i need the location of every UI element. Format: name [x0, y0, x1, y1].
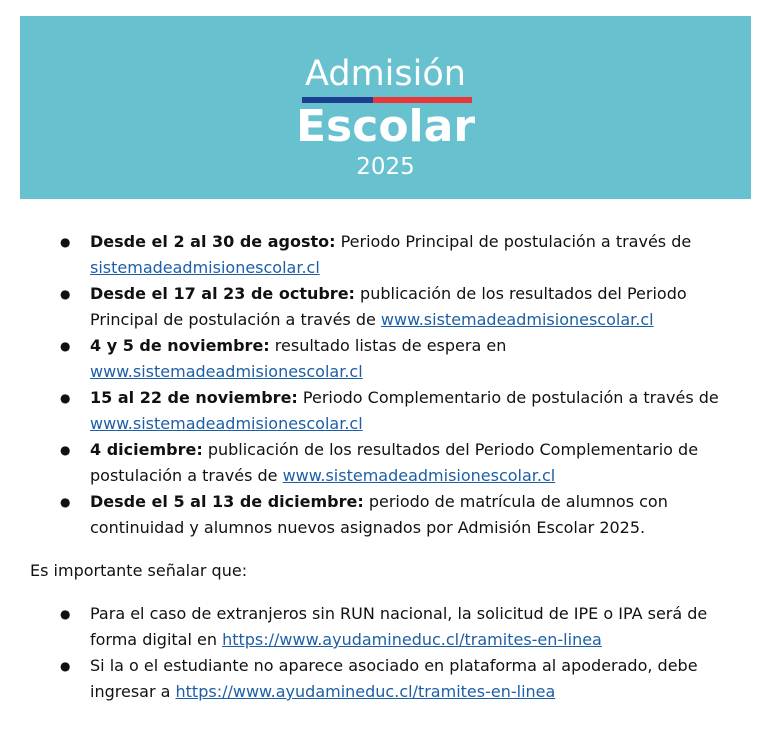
logo-line-escolar: Escolar [295, 101, 476, 152]
date-label: Desde el 2 al 30 de agosto: [90, 232, 336, 251]
date-label: Desde el 17 al 23 de octubre: [90, 284, 355, 303]
bullet-icon: ● [60, 607, 71, 621]
note-text: Si la o el estudiante no aparece asociado en plataforma al apoderado, debe ingresar a [90, 656, 698, 701]
date-text: resultado listas de espera en [269, 336, 507, 355]
date-text: publicación de los resultados del Periodo Complementario de postulación a través de [90, 440, 699, 485]
bullet-icon: ● [60, 391, 71, 405]
bullet-icon: ● [60, 495, 71, 509]
date-link[interactable]: www.sistemadeadmisionescolar.cl [90, 414, 363, 433]
date-link[interactable]: www.sistemadeadmisionescolar.cl [380, 310, 654, 329]
logo-year: 2025 [356, 154, 415, 180]
intro-paragraph: Es importante señalar que: [30, 561, 248, 580]
date-label: 15 al 22 de noviembre: [90, 388, 298, 407]
logo-line-admision: Admisión [305, 54, 466, 94]
bullet-icon: ● [60, 339, 71, 353]
date-label: 4 diciembre: [90, 440, 203, 459]
date-text: Periodo Principal de postulación a través de [335, 232, 692, 251]
admision-escolar-banner [20, 16, 751, 199]
note-text: Para el caso de extranjeros sin RUN nacional, la solicitud de IPE o IPA será de forma digital en [90, 604, 708, 649]
date-text: Periodo Complementario de postulación a través de [297, 388, 719, 407]
date-item [56, 489, 746, 541]
date-link[interactable]: sistemadeadmisionescolar.cl [90, 258, 320, 277]
bullet-icon: ● [60, 659, 71, 673]
note-item [56, 653, 746, 705]
bullet-icon: ● [60, 443, 71, 457]
date-item [56, 229, 746, 281]
note-item [56, 601, 746, 653]
date-label: 4 y 5 de noviembre: [90, 336, 270, 355]
date-link[interactable]: www.sistemadeadmisionescolar.cl [90, 362, 363, 381]
notes-list [56, 601, 746, 705]
date-label: Desde el 5 al 13 de diciembre: [90, 492, 364, 511]
dates-list [56, 229, 746, 541]
date-item [56, 437, 746, 489]
date-item [56, 385, 746, 437]
note-link[interactable]: https://www.ayudamineduc.cl/tramites-en-linea [175, 682, 556, 701]
date-text: periodo de matrícula de alumnos con continuidad y alumnos nuevos asignados por Admisión Escolar 2025. [90, 492, 668, 537]
bullet-icon: ● [60, 287, 71, 301]
date-link[interactable]: www.sistemadeadmisionescolar.cl [282, 466, 556, 485]
date-text: publicación de los resultados del Periodo Principal de postulación a través de [90, 284, 687, 329]
date-item [56, 281, 746, 333]
date-item [56, 333, 746, 385]
bullet-icon: ● [60, 235, 71, 249]
note-link[interactable]: https://www.ayudamineduc.cl/tramites-en-linea [222, 630, 602, 649]
